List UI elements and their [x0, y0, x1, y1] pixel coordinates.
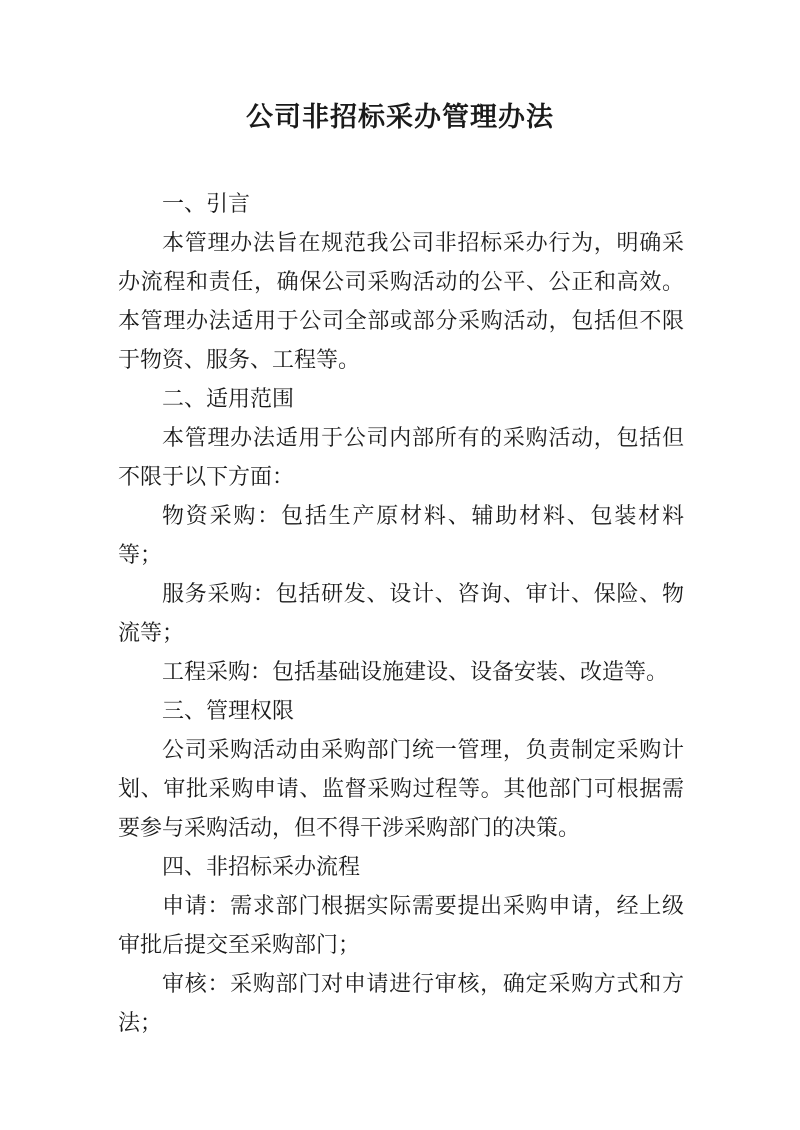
section-heading-process: 四、非招标采办流程	[162, 855, 361, 880]
paragraph-scope: 本管理办法适用于公司内部所有的采购活动，包括但不限于以下方面：	[118, 426, 684, 490]
list-item-materials: 物资采购：包括生产原材料、辅助材料、包装材料等；	[118, 504, 684, 568]
document-body	[118, 185, 684, 1043]
section-heading-introduction: 一、引言	[162, 192, 251, 217]
list-item-application: 申请：需求部门根据实际需要提出采购申请，经上级审批后提交至采购部门；	[118, 894, 684, 958]
paragraph-authority: 公司采购活动由采购部门统一管理，负责制定采购计划、审批采购申请、监督采购过程等。其他部门可根据需要参与采购活动，但不得干涉采购部门的决策。	[118, 738, 684, 841]
list-item-engineering: 工程采购：包括基础设施建设、设备安装、改造等。	[162, 660, 669, 685]
section-heading-authority: 三、管理权限	[162, 699, 295, 724]
document-title: 公司非招标采办管理办法	[246, 102, 554, 133]
section-heading-scope: 二、适用范围	[162, 387, 295, 412]
list-item-review: 审核：采购部门对申请进行审核，确定采购方式和方法；	[118, 972, 684, 1036]
list-item-services: 服务采购：包括研发、设计、咨询、审计、保险、物流等；	[118, 582, 684, 646]
paragraph-introduction: 本管理办法旨在规范我公司非招标采办行为，明确采办流程和责任，确保公司采购活动的公平、公正和高效。本管理办法适用于公司全部或部分采购活动，包括但不限于物资、服务、工程等。	[118, 231, 684, 373]
